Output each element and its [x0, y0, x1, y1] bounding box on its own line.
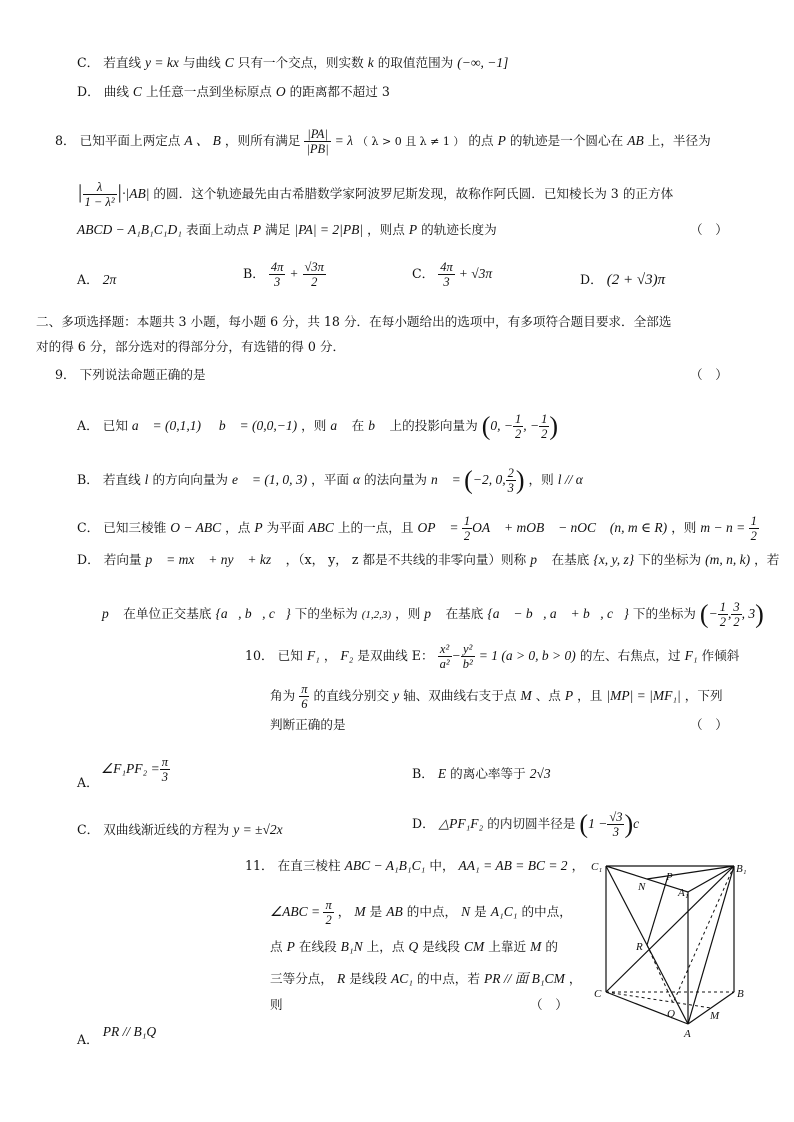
q8-option-c: C． $\frac{4\pi}{3}$ + √3π — [412, 260, 493, 289]
label-a: A — [684, 1028, 691, 1040]
label-n: N — [638, 881, 646, 893]
q8-stem-line3: ABCD − A₁B₁C₁D₁ 表面上动点 P 满足 |PA| = 2|PB| ，则点 P 的轨迹长度为 — [77, 222, 497, 237]
label-q: Q — [667, 1008, 675, 1020]
question-number: 8． — [55, 133, 76, 148]
answer-blank: （ ） — [690, 367, 728, 382]
q11-option-a: A． PR // B₁Q — [77, 1024, 157, 1047]
q9-option-b: B． 若直线 l 的方向向量为 e⃗ = (1, 0, 3) ，平面 α 的法向量为 n⃗ = (−2, 0, $\frac{2}{3}$ ) ，则 l // α — [77, 465, 583, 495]
q10-stem-line1: 10． 已知 F₁ ， F₂ 是双曲线 E： $\frac{\text{x²}}{\text{a²}}$ − $\frac{\text{y²}}{\text{b²}}$ = 1 (a > 0, b > 0) 的左、右焦点，过 F₁ 作倾斜 — [245, 642, 740, 671]
radius-fraction: $\frac{\lambda}{\text{1 − λ²}}$ — [84, 180, 115, 209]
answer-blank: （ ） — [690, 717, 728, 732]
q8-option-d: D． (2 + √3)π — [580, 272, 666, 288]
q10-stem-line2: 角为 $\frac{\pi}{6}$ 的直线分别交 y 轴、双曲线右支于点 M 、点 P ，且 |MP| = |MF₁| ，下列 — [270, 682, 723, 711]
q8-option-a: A． 2π — [77, 272, 117, 287]
section-heading: 二、多项选择题：本题共 3 小题，每小题 6 分，共 18 分．在每小题给出的选项中，有多项符合题目要求．全部选 — [36, 314, 672, 329]
q10-option-c: C． 双曲线渐近线的方程为 y = ±√2x — [77, 822, 283, 837]
section-heading-cont: 对的得 6 分，部分选对的得部分分，有选错的得 0 分． — [36, 339, 346, 354]
q7-option-c: C． 若直线 y = kx 与曲线 C 只有一个交点，则实数 k 的取值范围为 (−∞, −1] — [77, 55, 509, 70]
q7-option-d: D． 曲线 C 上任意一点到坐标原点 O 的距离都不超过 3 — [77, 84, 390, 99]
q9-option-d-cont: p⃗ 在单位正交基底 {a⃗, b⃗, c⃗} 下的坐标为 (1,2,3) ，则 p⃗ 在基底 {a⃗ − b⃗, a⃗ + b⃗, c⃗} 下的坐标为 (− $\frac{1}{2}$ , $\frac{3}{2}$ , 3) — [102, 599, 764, 629]
q10-option-a: ∠F₁PF₂ = $\frac{\pi}{3}$ — [101, 755, 168, 784]
q11-stem-line5: 则 — [270, 997, 283, 1012]
question-number: 10． — [245, 648, 274, 663]
q10-option-b: B． E 的离心率等于 2√3 — [412, 766, 551, 781]
q11-stem-line1: 11． 在直三棱柱 ABC − A₁B₁C₁ 中， AA₁ = AB = BC = 2 ， — [245, 858, 585, 873]
q8-stem-line1: 8． 已知平面上两定点 A 、 B ，则所有满足 $\frac{|PA|}{|PB|}$ = λ （ λ > 0 且 λ ≠ 1 ） 的点 P 的轨迹是一个圆心在 AB 上，半径为 — [55, 127, 711, 156]
label-p: P — [666, 871, 673, 883]
q9-option-c: C． 已知三棱锥 O − ABC ，点 P 为平面 ABC 上的一点，且 OP⃗ = $\frac{1}{2}$ OA⃗ + mOB⃗ − nOC⃗ (n, m ∈ R) ，则 m − n = $\frac{1}{2}$ — [77, 514, 757, 543]
label-r: R — [636, 941, 643, 953]
q10-option-d: D． △PF₁F₂ 的内切圆半径是 (1 − $\frac{√3}{3}$ )c — [412, 809, 640, 839]
label-c: C — [594, 988, 602, 1000]
q10-option-a-label: A． — [77, 775, 99, 790]
answer-blank: （ ） — [690, 222, 728, 237]
question-number: 9． — [55, 367, 76, 382]
q9-option-a: A． 已知 a⃗ = (0,1,1) ， b⃗ = (0,0,−1) ，则 a⃗ 在 b⃗ 上的投影向量为 (0, − $\frac{1}{2}$ , − $\frac{1}{2}$ ) — [77, 411, 559, 441]
q8-option-b: B． $\frac{4\pi}{3}$ + $\frac{√3\pi}{2}$ — [243, 260, 324, 289]
q8-stem-line2: | $\frac{\lambda}{\text{1 − λ²}}$ |·|AB| 的圆．这个轨迹最先由古希腊数学家阿波罗尼斯发现，故称作阿氏圆．已知棱长为 3 的正方体 — [77, 180, 674, 209]
label-m: M — [710, 1010, 720, 1022]
ratio-fraction: $\frac{|PA|}{|PB|}$ — [306, 127, 329, 156]
prism-figure — [588, 852, 748, 1042]
q11-stem-line4: 三等分点， R 是线段 AC₁ 的中点，若 PR // 面 B₁CM ， — [270, 971, 582, 986]
question-number: 11． — [245, 858, 274, 873]
q10-stem-line3: 判断正确的是 — [270, 717, 346, 732]
label-a1: A₁ — [678, 887, 689, 899]
q11-stem-line2: ∠ABC = $\frac{\pi}{2}$ ， M 是 AB 的中点， N 是 A₁C₁ 的中点， — [270, 898, 572, 927]
label-b1: B₁ — [736, 863, 747, 875]
q9-stem: 9． 下列说法命题正确的是 — [55, 367, 206, 382]
q9-option-d: D． 若向量 p⃗ = mx⃗ + ny⃗ + kz⃗ ，（x， y， z 都是不共线的非零向量）则称 p⃗ 在基底 {x, y, z} 下的坐标为 (m, n, k) ，若 — [77, 552, 780, 567]
label-c1: C₁ — [591, 861, 603, 873]
label-b: B — [737, 988, 744, 1000]
q11-stem-line3: 点 P 在线段 B₁N 上，点 Q 是线段 CM 上靠近 M 的 — [270, 939, 558, 954]
answer-blank: （ ） — [530, 997, 568, 1012]
